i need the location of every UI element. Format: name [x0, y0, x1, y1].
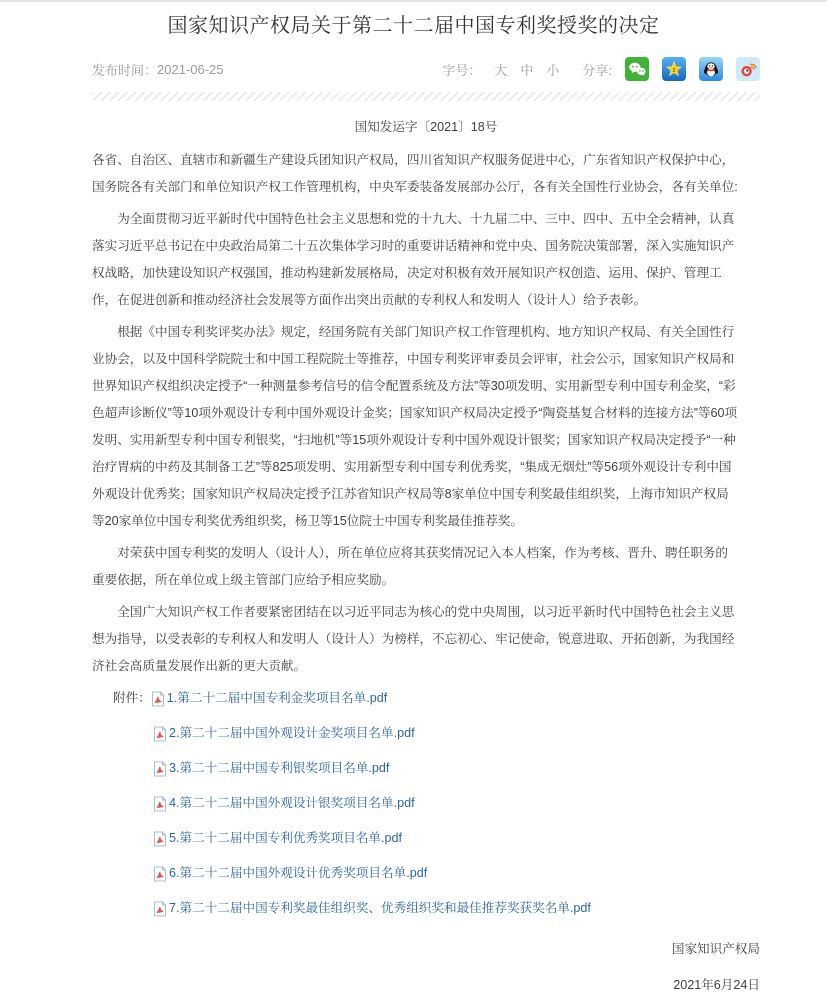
signature-block: [92, 939, 760, 995]
attachment-link-6[interactable]: 6.第二十二届中国外观设计优秀奖项目名单.pdf: [153, 863, 427, 884]
attachment-row: [153, 828, 760, 849]
meta-tools: [442, 57, 760, 81]
publish-time-label: 发布时间：: [92, 62, 158, 78]
pdf-icon[interactable]: [153, 796, 167, 812]
pdf-icon[interactable]: [151, 691, 165, 707]
article-body: [0, 114, 827, 995]
pdf-icon[interactable]: [153, 761, 167, 777]
attachment-row: [113, 688, 760, 709]
qzone-share-icon[interactable]: [662, 57, 686, 81]
wechat-share-icon[interactable]: [625, 57, 649, 81]
pdf-icon[interactable]: [153, 831, 167, 847]
document-number: 国知发运字〔2021〕18号: [354, 120, 498, 134]
paragraph-salutation: 各省、自治区、直辖市和新疆生产建设兵团知识产权局，四川省知识产权服务促进中心，广东省知识产权保护中心，国务院各有关部门和单位知识产权工作管理机构，中央军委装备发展部办公厅，各有关全国性行业协会，各有关单位:: [92, 153, 738, 194]
attachment-row: [153, 863, 760, 884]
font-size-large-button[interactable]: 大: [494, 62, 508, 78]
font-size-medium-button[interactable]: 中: [520, 62, 534, 78]
attachment-link-5[interactable]: 5.第二十二届中国专利优秀奖项目名单.pdf: [153, 828, 402, 849]
paragraph-closing: 全国广大知识产权工作者要紧密团结在以习近平同志为核心的党中央周围，以习近平新时代中国特色社会主义思想为指导，以受表彰的专利权人和发明人（设计人）为榜样，不忘初心、牢记使命，锐意进取、开拓创新，为我国经济社会高质量发展作出新的更大贡献。: [92, 605, 735, 673]
font-size-small-button[interactable]: 小: [546, 62, 560, 78]
qq-share-icon[interactable]: [699, 57, 723, 81]
attachment-link-7[interactable]: 7.第二十二届中国专利奖最佳组织奖、优秀组织奖和最佳推荐奖获奖名单.pdf: [153, 898, 591, 919]
attachment-link-3[interactable]: 3.第二十二届中国专利银奖项目名单.pdf: [153, 758, 389, 779]
pdf-icon[interactable]: [153, 866, 167, 882]
attachments-label: 附件：: [113, 691, 151, 705]
attachment-link-4[interactable]: 4.第二十二届中国外观设计银奖项目名单.pdf: [153, 793, 415, 814]
svg-text:z: z: [672, 67, 676, 74]
attachment-link-2[interactable]: 2.第二十二届中国外观设计金奖项目名单.pdf: [153, 723, 415, 744]
attachment-row: [153, 758, 760, 779]
weibo-share-icon[interactable]: [736, 57, 760, 81]
pdf-icon[interactable]: [153, 901, 167, 917]
paragraph-recognition: 对荣获中国专利奖的发明人（设计人），所在单位应将其获奖情况记入本人档案，作为考核、晋升、聘任职务的重要依据，所在单位或上级主管部门应给予相应奖励。: [92, 546, 728, 587]
page-title: 国家知识产权局关于第二十二届中国专利奖授奖的决定: [167, 15, 660, 37]
paragraph-awards: 根据《中国专利奖评奖办法》规定，经国务院有关部门知识产权工作管理机构、地方知识产权局、有关全国性行业协会，以及中国科学院院士和中国工程院院士等推荐，中国专利奖评审委员会评审，社会公示，国家知识产权局和世界知识产权组织决定授予“一种测量参考信号的信令配置系统及方法”等30项发明、实用新型专利中国专利金奖，“彩色超声诊断仪”等10项外观设计专利中国外观设计金奖；国家知识产权局决定授予“陶瓷基复合材料的连接方法”等60项发明、实用新型专利中国专利银奖，“扫地机”等15项外观设计专利中国外观设计银奖；国家知识产权局决定授予“一种治疗胃病的中药及其制备工艺”等825项发明、实用新型专利中国专利优秀奖，“集成无烟灶”等56项外观设计专利中国外观设计优秀奖；国家知识产权局决定授予江苏省知识产权局等8家单位中国专利奖最佳组织奖，上海市知识产权局等20家单位中国专利奖优秀组织奖，杨卫等15位院士中国专利奖最佳推荐奖。: [92, 325, 738, 528]
signature-date: 2021年6月24日: [673, 978, 760, 992]
attachment-link-1[interactable]: 1.第二十二届中国专利金奖项目名单.pdf: [151, 688, 387, 709]
attachment-row: [153, 793, 760, 814]
pdf-icon[interactable]: [153, 726, 167, 742]
publish-time: [92, 60, 224, 79]
meta-bar: [92, 56, 760, 82]
striped-divider: [92, 92, 760, 101]
publish-time-value: 2021-06-25: [157, 61, 224, 77]
paragraph-preamble: 为全面贯彻习近平新时代中国特色社会主义思想和党的十九大、十九届二中、三中、四中、五中全会精神，认真落实习近平总书记在中央政治局第二十五次集体学习时的重要讲话精神和党中央、国务院决策部署，深入实施知识产权战略，加快建设知识产权强国，推动构建新发展格局，决定对积极有效开展知识产权创造、运用、保护、管理工作，在促进创新和推动经济社会发展等方面作出突出贡献的专利权人和发明人（设计人）给予表彰。: [92, 212, 735, 307]
share-label: 分享:: [582, 62, 612, 78]
attachment-row: [153, 723, 760, 744]
signature-issuer: 国家知识产权局: [671, 942, 760, 956]
attachments-section: [113, 688, 760, 919]
font-size-label: 字号：: [442, 62, 482, 78]
attachment-row: [153, 898, 760, 919]
